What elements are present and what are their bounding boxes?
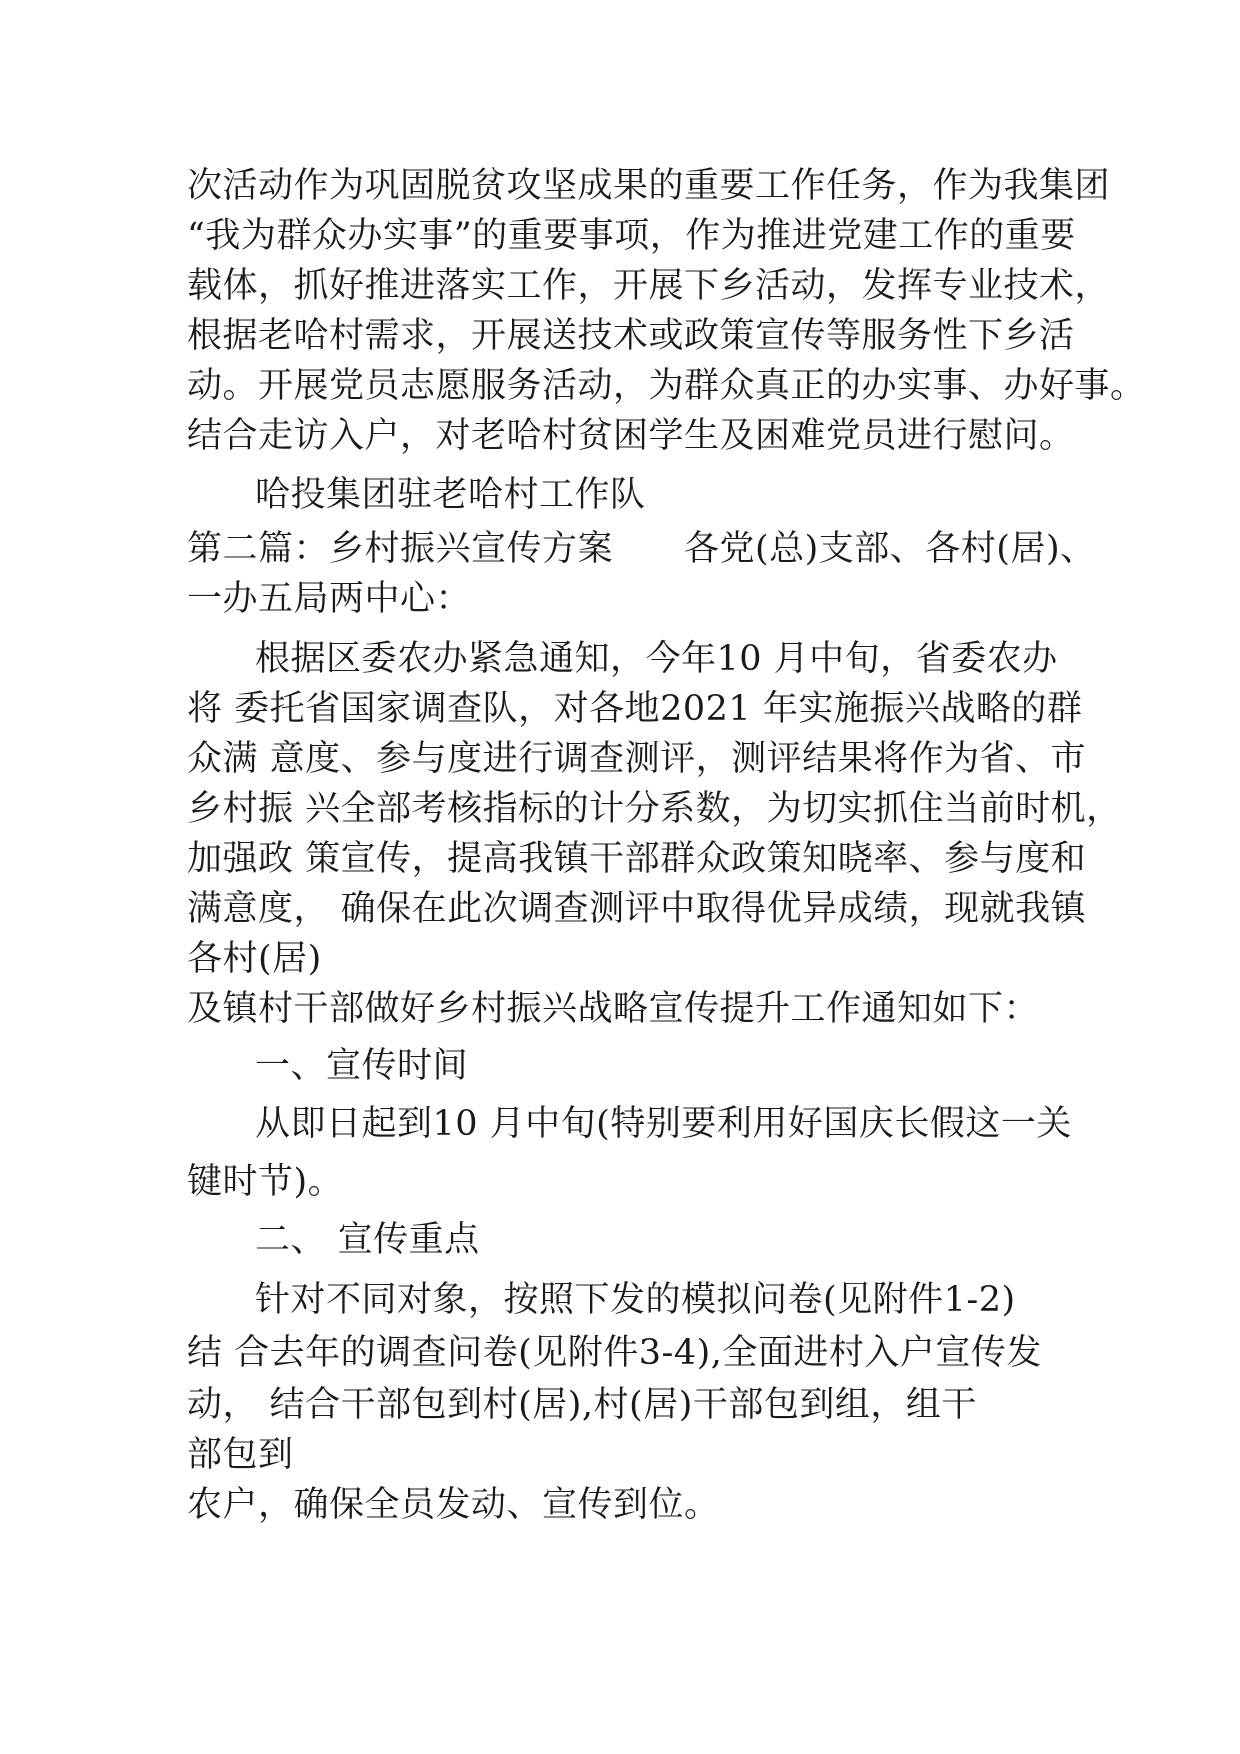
body-text-line: 从即日起到10 月中旬(特别要利用好国庆长假这一关 xyxy=(255,1104,1072,1144)
body-text-line: 各村(居) xyxy=(187,939,322,979)
body-text-line: 满意度， 确保在此次调查测评中取得优异成绩，现就我镇 xyxy=(187,889,1087,929)
body-text-line: 农户，确保全员发动、宣传到位。 xyxy=(187,1485,720,1525)
body-text-line: 众满 意度、参与度进行调查测评，测评结果将作为省、市 xyxy=(187,739,1087,779)
section-heading: 第二篇：乡村振兴宣传方案 各党(总)支部、各村(居)、 xyxy=(187,529,1096,569)
body-text-line: 载体，抓好推进落实工作，开展下乡活动，发挥专业技术， xyxy=(187,266,1111,306)
body-text-line: 乡村振 兴全部考核指标的计分系数，为切实抓住当前时机， xyxy=(187,789,1122,829)
body-text-line: 将 委托省国家调查队，对各地2021 年实施振兴战略的群 xyxy=(187,689,1083,729)
body-text-line: 部包到 xyxy=(187,1435,294,1475)
body-text-line: 动， 结合干部包到村(居),村(居)干部包到组，组干 xyxy=(187,1385,977,1425)
signature-line: 哈投集团驻老哈村工作队 xyxy=(255,475,646,515)
body-text-line: 加强政 策宣传，提高我镇干部群众政策知晓率、参与度和 xyxy=(187,839,1087,879)
body-text-line: “我为群众办实事”的重要事项，作为推进党建工作的重要 xyxy=(187,216,1076,256)
body-text-line: 次活动作为巩固脱贫攻坚成果的重要工作任务，作为我集团 xyxy=(187,166,1111,206)
body-text-line: 结 合去年的调查问卷(见附件3-4),全面进村入户宣传发 xyxy=(187,1333,1042,1373)
subheading-publicity-time: 一、宣传时间 xyxy=(255,1046,469,1086)
body-text-line: 及镇村干部做好乡村振兴战略宣传提升工作通知如下： xyxy=(187,989,1040,1029)
subheading-publicity-focus: 二、 宣传重点 xyxy=(255,1220,480,1260)
addressee-line: 一办五局两中心： xyxy=(187,579,472,619)
body-text-line: 动。开展党员志愿服务活动，为群众真正的办实事、办好事。 xyxy=(187,366,1146,406)
body-text-line: 结合走访入户，对老哈村贫困学生及困难党员进行慰问。 xyxy=(187,416,1075,456)
body-text-line: 键时节)。 xyxy=(187,1162,344,1202)
body-text-line: 针对不同对象，按照下发的模拟问卷(见附件1-2) xyxy=(255,1280,1016,1320)
body-text-line: 根据区委农办紧急通知，今年10 月中旬，省委农办 xyxy=(255,639,1058,679)
body-text-line: 根据老哈村需求，开展送技术或政策宣传等服务性下乡活 xyxy=(187,316,1075,356)
